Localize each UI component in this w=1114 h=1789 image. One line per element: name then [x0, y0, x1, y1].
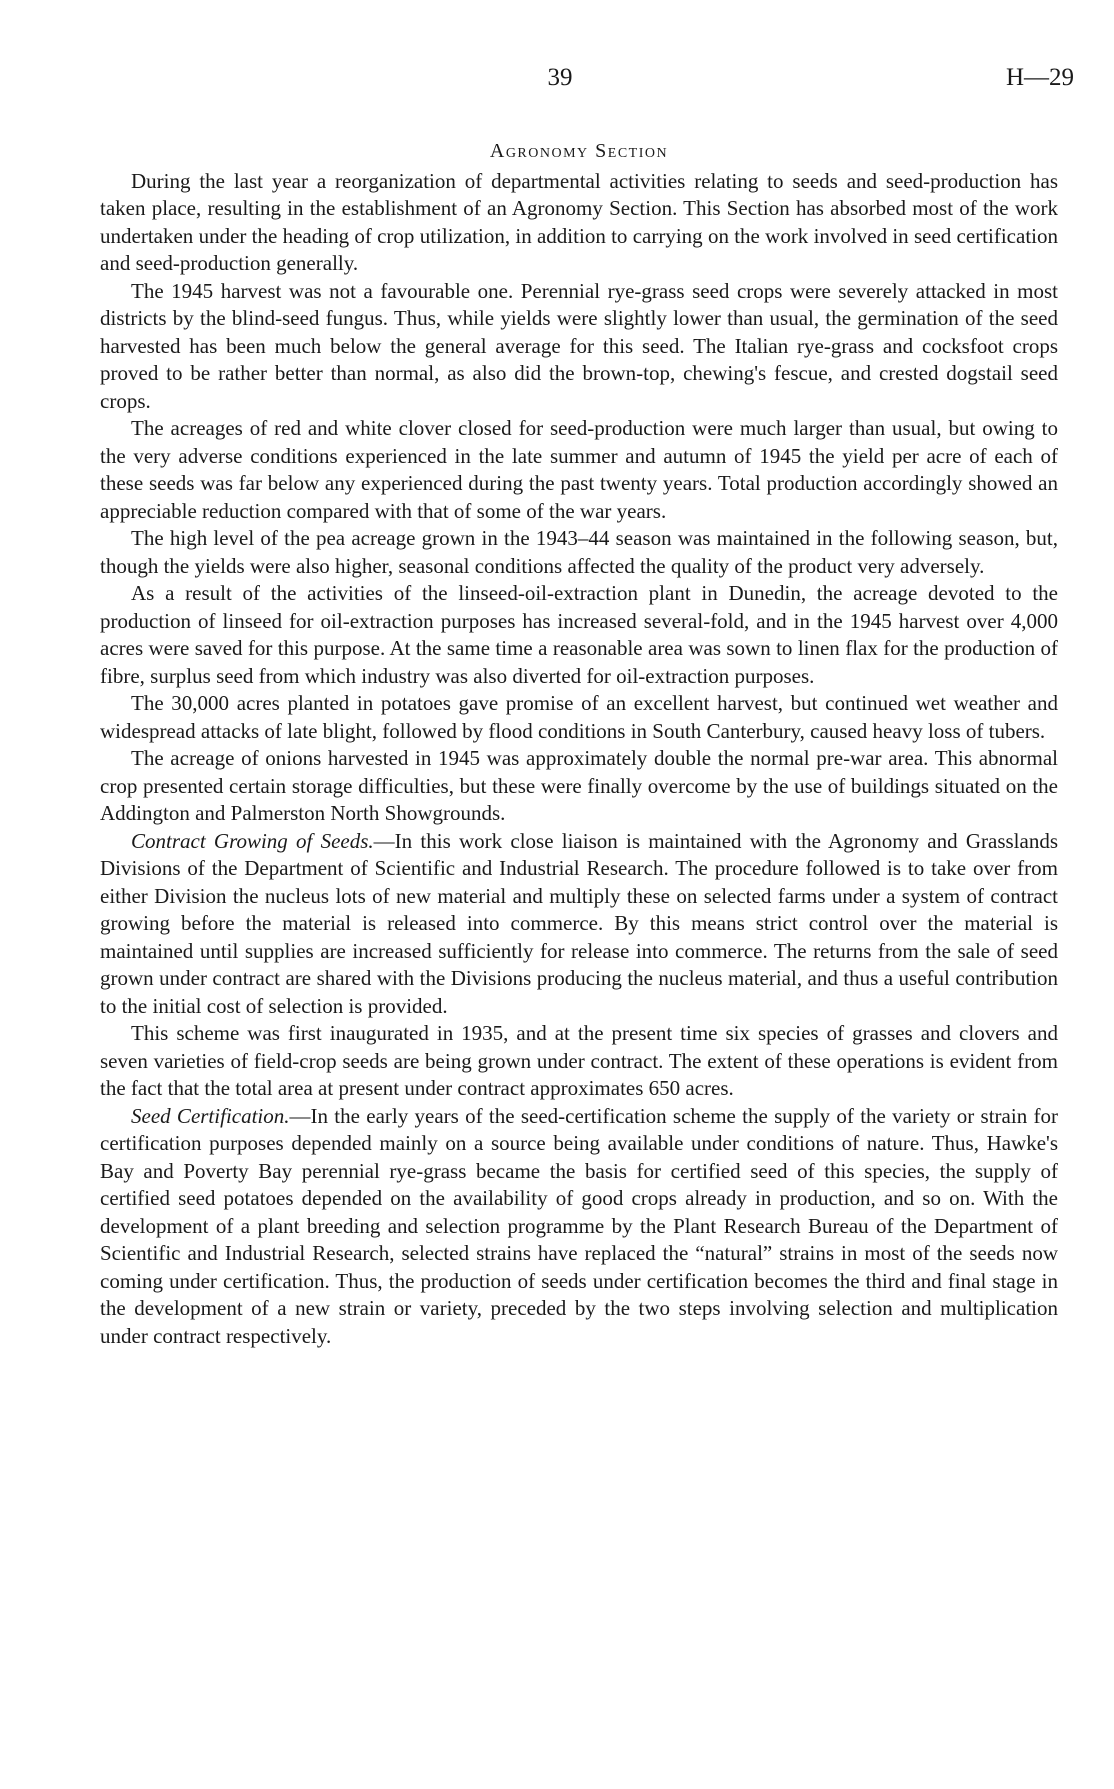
paragraph-contract-growing — [100, 828, 1058, 1021]
paragraph — [100, 690, 1058, 745]
paragraph-text: This scheme was first inaugurated in 1935, and at the present time six species of grasses and clovers and seven varieties of field-crop seeds are being grown under contract. The extent of these operations is evident from the fact that the total area at present under contract approximates 650 acres. — [100, 1021, 1058, 1100]
paragraph-seed-certification — [100, 1103, 1058, 1351]
paragraph-text: —In this work close liaison is maintained with the Agronomy and Grasslands Divisions of the Department of Scientific and Industrial Research. The procedure followed is to take over from either Division the nucleus lots of new material and multiply these on selected farms under a system of contract growing before the material is released into commerce. By this means strict control over the material is maintained until supplies are increased sufficiently for release into commerce. The returns from the sale of seed grown under contract are shared with the Divisions producing the nucleus material, and thus a useful contribution to the initial cost of selection is provided. — [100, 828, 1058, 1018]
run-in-heading: Contract Growing of Seeds. — [131, 828, 374, 853]
paragraph-text: The 1945 harvest was not a favourable one. Perennial rye-grass seed crops were severely attacked in most districts by the blind-seed fungus. Thus, while yields were slightly lower than usual, the germination of the seed harvested has been much below the general average for this seed. The Italian rye-grass and cocksfoot crops proved to be rather better than normal, as also did the brown-top, chewing's fescue, and crested dogstail seed crops. — [100, 278, 1058, 413]
paragraph — [100, 745, 1058, 828]
page-number: 39 — [547, 64, 573, 91]
document-reference: H—29 — [1005, 64, 1074, 91]
paragraph — [100, 1020, 1058, 1103]
run-in-heading: Seed Certification. — [131, 1103, 290, 1128]
paragraph-text: The acreage of onions harvested in 1945 was approximately double the normal pre-war area. This abnormal crop presented certain storage difficulties, but these were finally overcome by the use of buildings situated on the Addington and Palmerston North Showgrounds. — [100, 746, 1058, 825]
paragraph — [100, 580, 1058, 690]
section-heading: Agronomy Section — [489, 140, 669, 162]
paragraph — [100, 415, 1058, 525]
paragraph-text: The high level of the pea acreage grown in the 1943–44 season was maintained in the following season, but, though the yields were also higher, seasonal conditions affected the quality of the product very adversely. — [100, 526, 1058, 578]
paragraph-text: During the last year a reorganization of departmental activities relating to seeds and seed-production has taken place, resulting in the establishment of an Agronomy Section. This Section has absorbed most of the work undertaken under the heading of crop utilization, in addition to carrying on the work involved in seed certification and seed-production generally. — [100, 168, 1058, 275]
paragraph-text: —In the early years of the seed-certification scheme the supply of the variety or strain for certification purposes depended mainly on a source being available under conditions of nature. Thus, Hawke's Bay and Poverty Bay perennial rye-grass became the basis for certified seed of this species, the supply of certified seed potatoes depended on the availability of good crops already in production, and so on. With the development of a plant breeding and selection programme by the Plant Research Bureau of the Department of Scientific and Industrial Research, selected strains have replaced the “natural” strains in most of the seeds now coming under certification. Thus, the production of seeds under certification becomes the third and final stage in the development of a new strain or variety, preceded by the two steps involving selection and multiplication under contract respectively. — [100, 1103, 1058, 1348]
paragraph-text: The acreages of red and white clover closed for seed-production were much larger than usual, but owing to the very adverse conditions experienced in the late summer and autumn of 1945 the yield per acre of each of these seeds was far below any experienced during the past twenty years. Total production accordingly showed an appreciable reduction compared with that of some of the war years. — [100, 416, 1058, 523]
paragraph — [100, 278, 1058, 416]
page-body — [100, 138, 1058, 1350]
paragraph-text: As a result of the activities of the linseed-oil-extraction plant in Dunedin, the acreage devoted to the production of linseed for oil-extraction purposes has increased several-fold, and in the 1945 harvest over 4,000 acres were saved for this purpose. At the same time a reasonable area was sown to linen flax for the production of fibre, surplus seed from which industry was also diverted for oil-extraction purposes. — [100, 581, 1058, 688]
paragraph-text: The 30,000 acres planted in potatoes gave promise of an excellent harvest, but continued wet weather and widespread attacks of late blight, followed by flood conditions in South Canterbury, caused heavy loss of tubers. — [100, 691, 1058, 743]
paragraph — [100, 168, 1058, 278]
paragraph — [100, 525, 1058, 580]
